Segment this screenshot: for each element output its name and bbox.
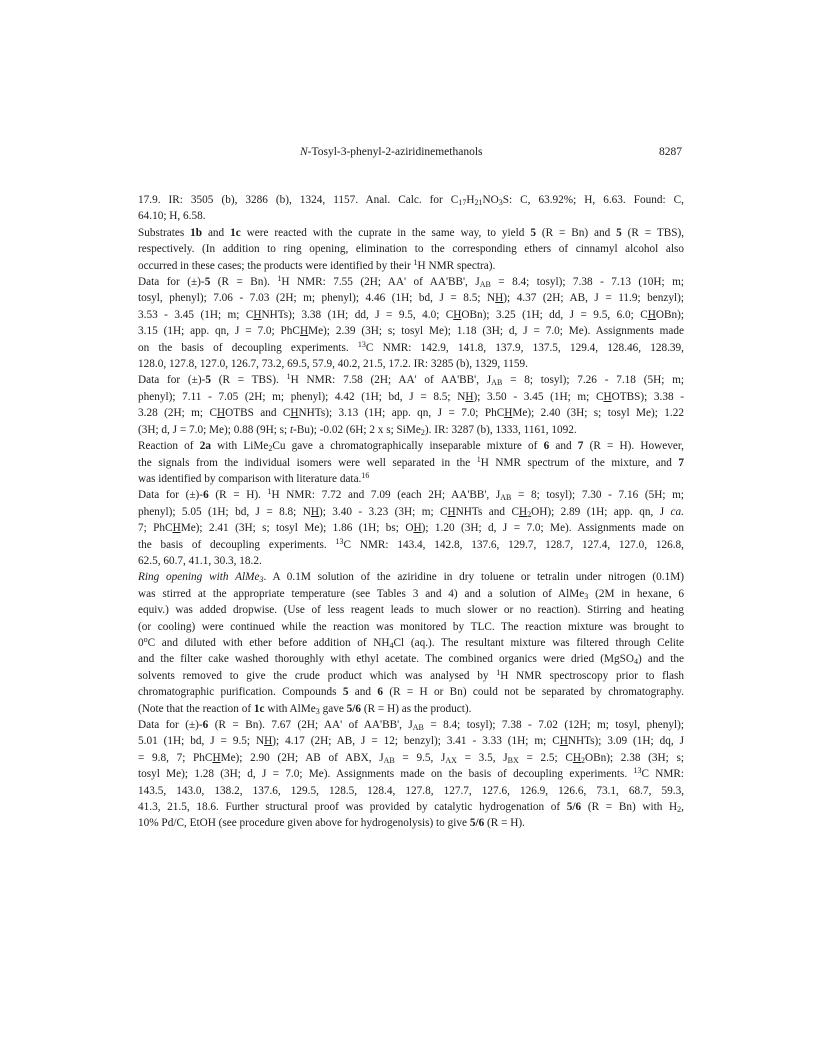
text-line: (Note that the reaction of 1c with AlMe$_3$ gave 5/6 (R = H) as the product). xyxy=(138,702,472,716)
text-line: 62.5, 60.7, 41.1, 30.3, 18.2. xyxy=(138,554,262,567)
text-line: equiv.) was added dropwise. (Use of less reagent leads to much slower or no reaction). Stirring and heating xyxy=(138,604,684,617)
paragraph-data-6-h xyxy=(138,487,684,569)
text-line: 64.10; H, 6.58. xyxy=(138,210,206,223)
text-line: (or cooling) were continued while the reaction was monitored by TLC. The reaction mixture was brought to xyxy=(138,620,684,633)
text-line: the basis of decoupling experiments. $^{13}$C NMR: 143.4, 142.8, 137.6, 129.7, 128.7, 127.4, 127.0, 126.8, xyxy=(138,536,684,551)
text-line: tosyl, phenyl); 7.06 - 7.03 (2H; m; phenyl); 4.46 (1H; bd, J = 8.5; NH); 4.37 (2H; AB, J = 11.9; benzyl); xyxy=(138,292,685,305)
text-line: the signals from the individual isomers were well separated in the $^1$H NMR spectrum of the mixture, and 7 xyxy=(138,454,684,469)
text-line: on the basis of decoupling experiments. $^{13}$C NMR: 142.9, 141.8, 137.9, 137.5, 129.4, 128.46, 128.39, xyxy=(138,339,684,354)
text-line: 41.3, 21.5, 18.6. Further structural proof was provided by catalytic hydrogenation of 5/6 (R = Bn) with $H_2$, xyxy=(138,801,684,815)
paragraph-data-5-tbs xyxy=(138,372,684,438)
text-line: 3.28 (2H; m; CHOTBS and CHNHTs); 3.13 (1H; app. qn, J = 7.0; PhCHMe); 2.40 (3H; s; tosyl Me); 1.22 xyxy=(138,407,684,420)
text-line: 3.53 - 3.45 (1H; m; CHNHTs); 3.38 (1H; dd, J = 9.5, 4.0; CHOBn); 3.25 (1H; dd, J = 9.5, 6.0; CHOBn); xyxy=(138,308,684,321)
text-line: tosyl Me); 1.28 (3H; d, J = 7.0; Me). Assignments made on the basis of decoupling experiments. $^{13}$C NMR: xyxy=(138,766,684,781)
text-line: solvents removed to give the crude product which was analysed by $^1$H NMR spectroscopy prior to flash xyxy=(138,667,684,682)
text-line: Data for (±)-5 (R = TBS). $^1$H NMR: 7.58 (2H; AA' of AA'BB', $J_{AB} = 8$; tosyl); 7.26 - 7.18 (5H; m; xyxy=(138,372,684,388)
running-title-text: -Tosyl-3-phenyl-2-aziridinemethanols xyxy=(307,146,483,158)
text-line: phenyl); 5.05 (1H; bd, J = 8.8; NH); 3.40 - 3.23 (3H; m; CHNHTs and $CH_2OH$); 2.89 (1H; app. qn, J ca. xyxy=(138,505,684,519)
running-title xyxy=(300,145,483,159)
text-line: Substrates 1b and 1c were reacted with the cuprate in the same way, to yield 5 (R = Bn) and 5 (R = TBS), xyxy=(138,226,685,239)
text-line: = 9.8, 7; PhCHMe); 2.90 (2H; AB of ABX, $J_{AB} = 9.5$, $J_{AX} = 3.5$, $J_{BX} = 2.5$; $CH_2OBn$); 2.38 (3H; s; xyxy=(138,751,684,765)
running-title-italic: N xyxy=(300,146,308,158)
text-line: was stirred at the appropriate temperature (see Tables 3 and 4) and a solution of AlMe$_3$ (2M in hexane, 6 xyxy=(138,587,684,601)
text-line: Data for (±)-5 (R = Bn). $^1$H NMR: 7.55 (2H; AA' of AA'BB', $J_{AB} = 8.4$; tosyl); 7.38 - 7.13 (10H; m; xyxy=(138,274,684,290)
paragraph-data-5-bn xyxy=(138,274,684,372)
text-line: 17.9. IR: 3505 (b), 3286 (b), 1324, 1157. Anal. Calc. for $C_{17}H_{21}NO_3S$: C, 63.92%; H, 6.63. Found: C, xyxy=(138,194,684,207)
paragraph-reaction-2a xyxy=(138,438,684,487)
text-line: Data for (±)-6 (R = H). $^1$H NMR: 7.72 and 7.09 (each 2H; AA'BB', $J_{AB} = 8$; tosyl); 7.30 - 7.16 (5H; m; xyxy=(138,487,685,503)
text-line: occurred in these cases; the products were identified by their $^1$H NMR spectra). xyxy=(138,257,496,272)
paragraph-analysis xyxy=(138,192,684,225)
text-line: 10% Pd/C, EtOH (see procedure given above for hydrogenolysis) to give 5/6 (R = H). xyxy=(138,817,525,830)
paragraph-ring-opening xyxy=(138,569,684,717)
text-line: 128.0, 127.8, 127.0, 126.7, 73.2, 69.5, 57.9, 40.2, 21.5, 17.2. IR: 3285 (b), 1329, 1159. xyxy=(138,358,528,371)
paragraph-data-6-bn xyxy=(138,717,684,832)
text-line: chromatographic purification. Compounds 5 and 6 (R = H or Bn) could not be separated by chromatography. xyxy=(138,686,684,699)
text-line: phenyl); 7.11 - 7.05 (2H; m; phenyl); 4.42 (1H; bd, J = 8.5; NH); 3.50 - 3.45 (1H; m; CHOTBS); 3.38 - xyxy=(138,390,685,403)
text-line: was identified by comparison with literature data.$^{16}$ xyxy=(138,470,370,485)
body-text xyxy=(138,192,684,832)
paragraph-substrates xyxy=(138,225,684,274)
text-line: 3.15 (1H; app. qn, J = 7.0; PhCHMe); 2.39 (3H; s; tosyl Me); 1.18 (3H; d, J = 7.0; Me). Assignments made xyxy=(138,325,684,338)
text-line: and the filter cake washed thoroughly with ethyl acetate. The combined organics were dried (MgSO$_4$) and the xyxy=(138,653,684,667)
text-line: Reaction of 2a with LiMe$_2$Cu gave a chromatographically inseparable mixture of 6 and 7 (R = H). However, xyxy=(138,440,684,454)
text-line: 7; PhCHMe); 2.41 (3H; s; tosyl Me); 1.86 (1H; bs; OH); 1.20 (3H; d, J = 7.0; Me). Assignments made on xyxy=(138,522,684,535)
text-line: 5.01 (1H; bd, J = 9.5; NH); 4.17 (2H; AB, J = 12; benzyl); 3.41 - 3.33 (1H; m; CHNHTs); 3.09 (1H; dq, J xyxy=(138,735,684,748)
text-line: 0$^o$C and diluted with ether before addition of $NH_4Cl$ (aq.). The resultant mixture was filtered through Celite xyxy=(138,634,684,650)
text-line: respectively. (In addition to ring opening, elimination to the corresponding ethers of cinnamyl alcohol also xyxy=(138,243,684,256)
page-number: 8287 xyxy=(659,146,682,158)
text-line: (3H; d, J = 7.0; Me); 0.88 (9H; s; t-Bu); -0.02 (6H; 2 x s; SiMe$_2$). IR: 3287 (b), 1333, 1161, 1092. xyxy=(138,423,577,437)
text-line: 143.5, 143.0, 138.2, 137.6, 129.5, 128.5, 128.4, 127.8, 127.7, 127.6, 126.9, 126.6, 73.1, 68.7, 59.3, xyxy=(138,784,684,797)
text-line: Ring opening with AlMe$_3$. A 0.1M solution of the aziridine in dry toluene or tetralin under nitrogen (0.1M) xyxy=(138,571,684,585)
text-line: Data for (±)-6 (R = Bn). 7.67 (2H; AA' of AA'BB', $J_{AB} = 8.4$; tosyl); 7.38 - 7.02 (12H; m; tosyl, phenyl); xyxy=(138,719,684,732)
